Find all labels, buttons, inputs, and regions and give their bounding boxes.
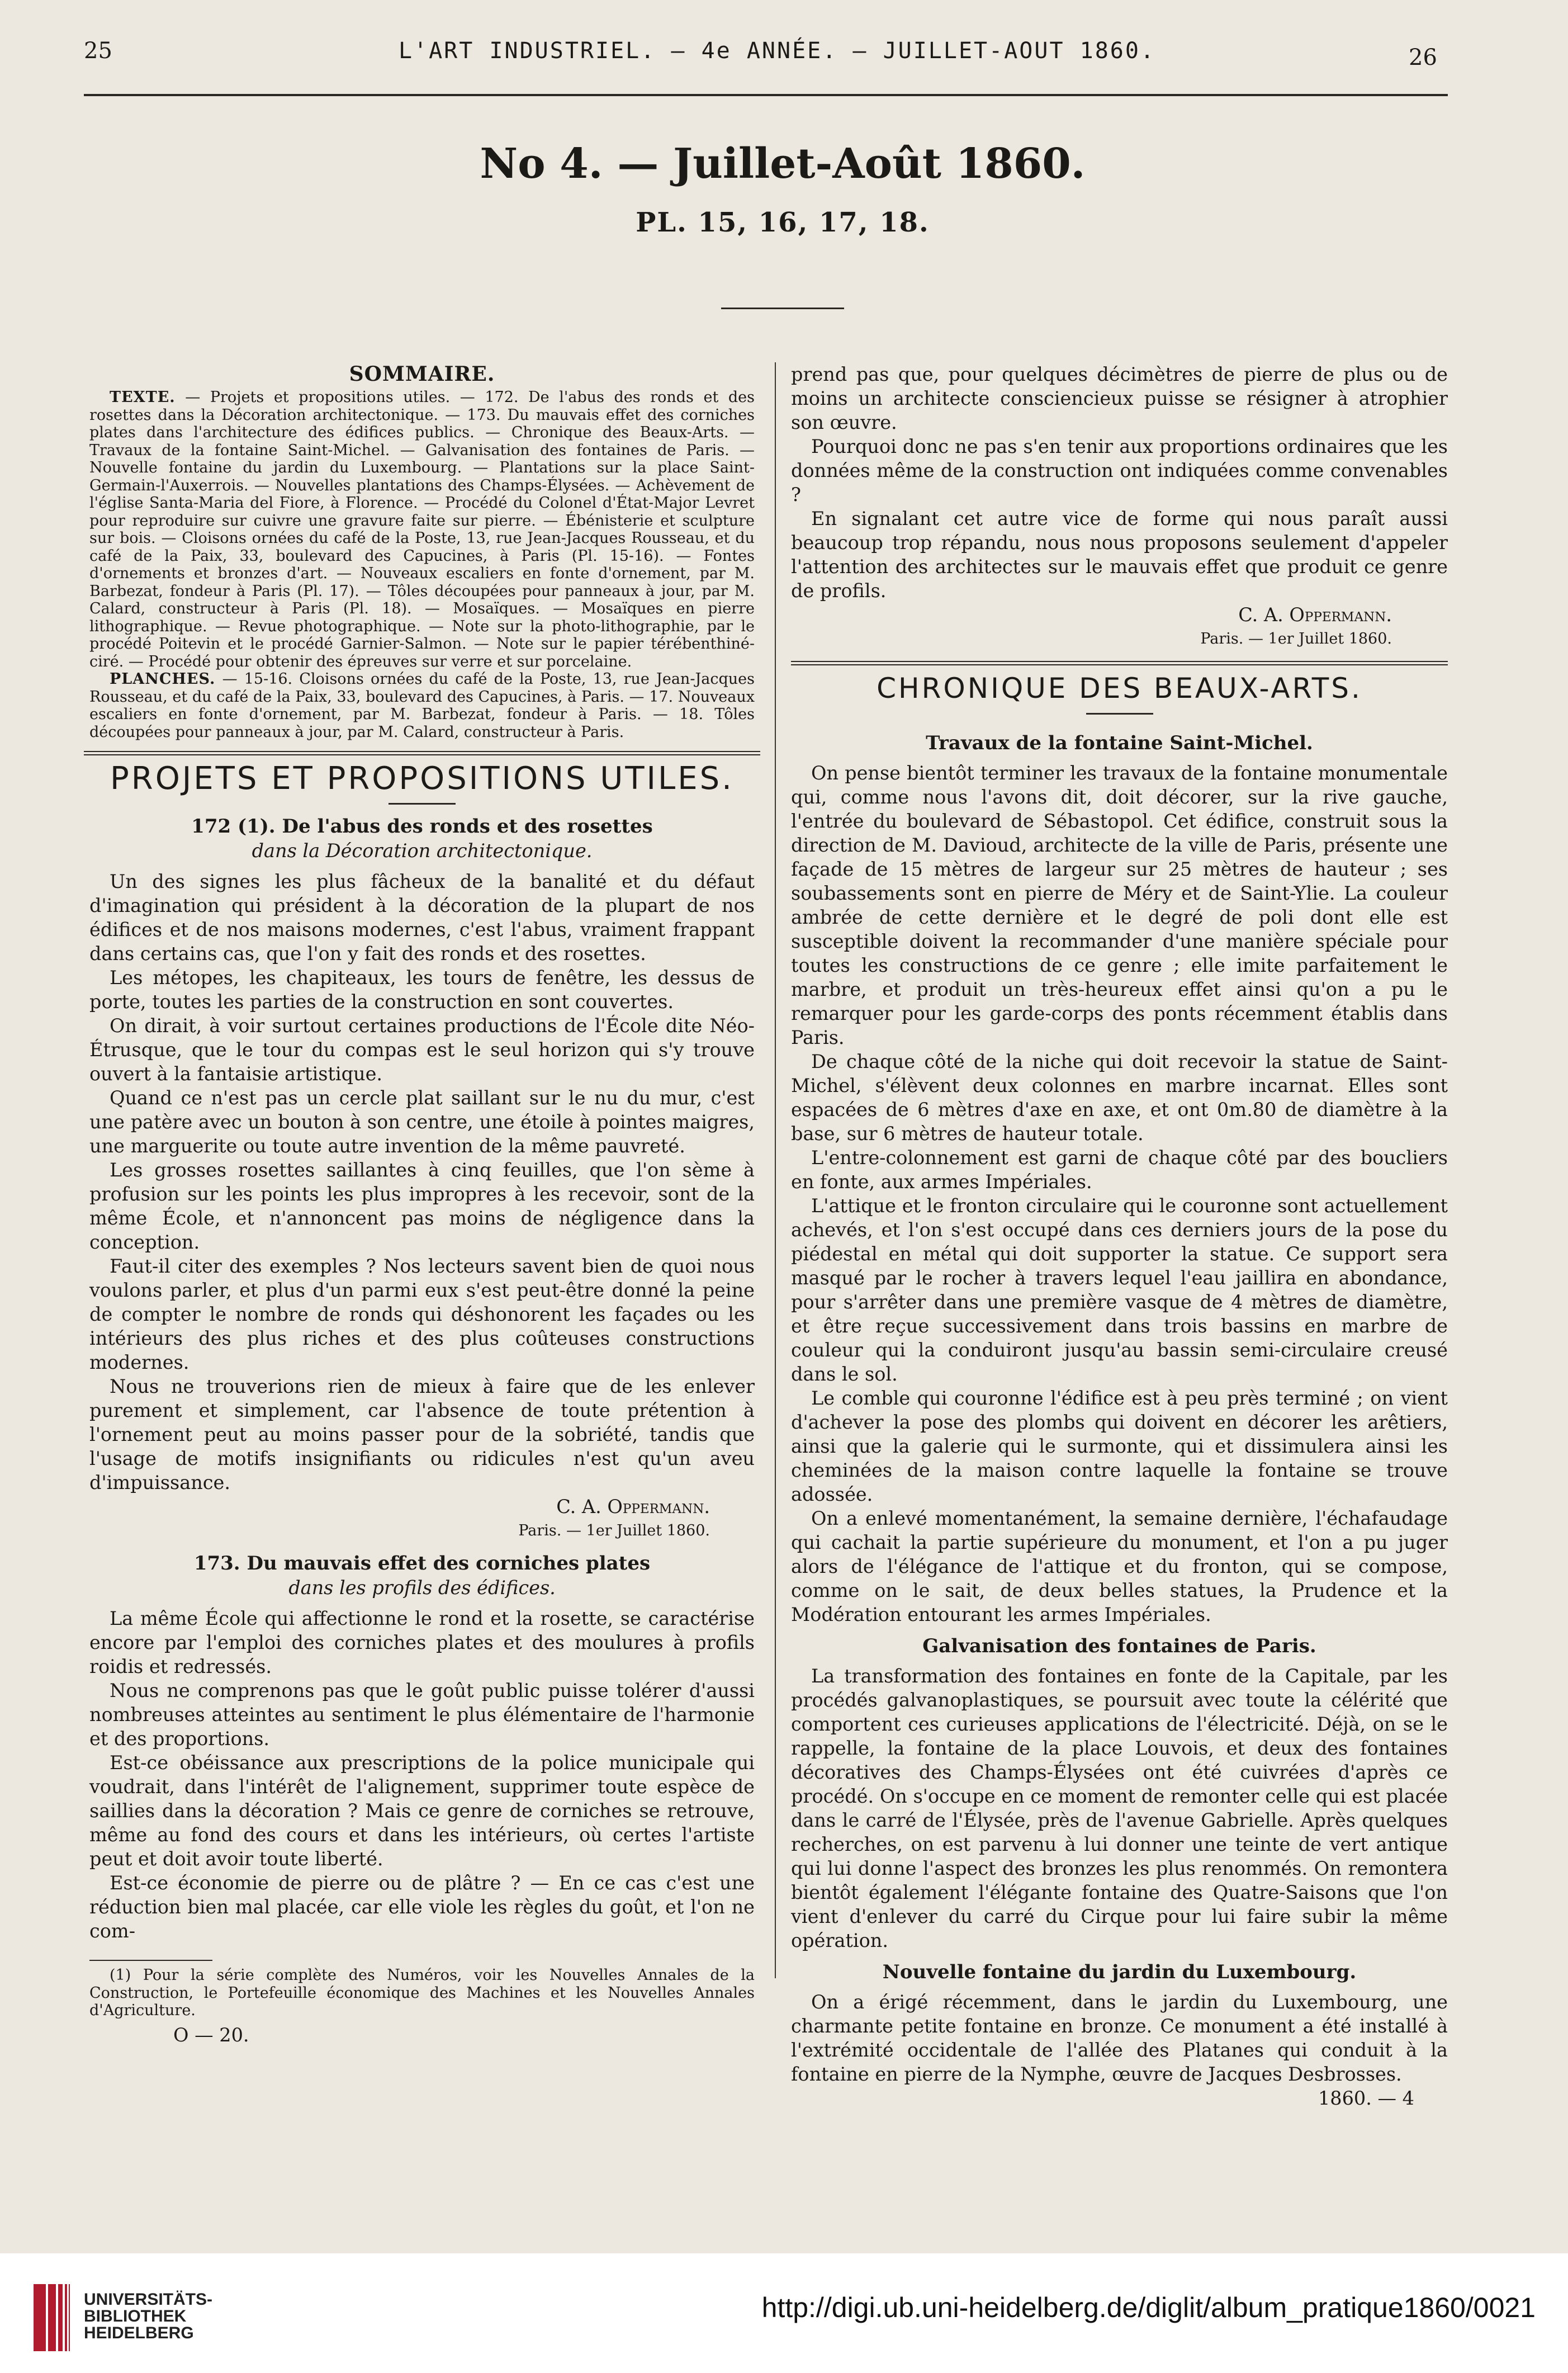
sommaire-planches-body: — 15-16. Cloisons ornées du café de la Poste, 13, rue Jean-Jacques Rousseau, et du café de la Paix, 33, boulevard des Capucines, à Paris. — 17. Nouveaux escaliers en fonte d'ornement, par M. Barbezat, fondeur à Paris. — 18. Tôles découpées pour panneaux à jour, par M. Calard, constructeur à Paris.	[89, 670, 755, 741]
footnote-rule	[89, 1960, 212, 1961]
university-logo-icon	[34, 2284, 73, 2351]
galvanisation-title: Galvanisation des fontaines de Paris.	[922, 1635, 1316, 1657]
a173-title: 173. Du mauvais effet des corniches plates	[193, 1552, 651, 1575]
running-title: L'ART INDUSTRIEL. — 4e ANNÉE. — JUILLET-AOUT 1860.	[398, 38, 1156, 64]
right-column	[791, 362, 1448, 2110]
column-divider	[775, 362, 776, 1978]
header-rule	[84, 94, 1448, 96]
st-michel-title: Travaux de la fontaine Saint-Michel.	[926, 732, 1313, 754]
chronique-double-rule	[791, 661, 1448, 665]
continuation-signature: C. A. Oppermann.	[1238, 604, 1392, 626]
st-michel-paragraph-4: L'attique et le fronton circulaire qui le couronne sont actuellement achevés, et l'on s'est occupé dans ces derniers jours de la pose du piédestal en métal qui doit supporter la statue. Ce support sera masqué par le rocher à travers lequel l'eau jaillira en abondance, pour s'arrêter dans une première vasque de 4 mètres de diamètre, et être reçue successivement dans trois bassins en marbre de couleur qui la conduiront jusqu'au bassin semi-circulaire creusé dans le sol.	[791, 1195, 1448, 1385]
st-michel-paragraph-5: Le comble qui couronne l'édifice est à peu près terminé ; on vient d'achever la pose des plombs qui doivent en décorer les arêtiers, ainsi que la galerie qui le surmonte, qui et dissimulera ainsi les cheminées de la maison contre laquelle la fontaine se trouve adossée.	[791, 1387, 1448, 1505]
a173-paragraph-4: Est-ce économie de pierre ou de plâtre ? — En ce cas c'est une réduction bien mal placée, car elle viole les règles du goût, et l'on ne com-	[89, 1872, 755, 1942]
a172-title: 172 (1). De l'abus des ronds et des rosettes	[191, 815, 653, 838]
luxembourg-paragraph-1: On a érigé récemment, dans le jardin du Luxembourg, une charmante petite fontaine en bronze. Ce monument a été installé à l'extrémité occidentale de l'allée des Platanes qui conduit à la fontaine en pierre de la Nymphe, œuvre de Jacques Desbrosses.	[791, 1991, 1448, 2085]
continuation-paragraph-3: En signalant cet autre vice de forme qui nous paraît aussi beaucoup trop répandu, nous nous proposons seulement d'appeler l'attention des architectes sur le mauvais effet que produit ce genre de profils.	[791, 508, 1448, 602]
a172-paragraph-3: On dirait, à voir surtout certaines productions de l'École dite Néo-Étrusque, que le tour du compas est le seul horizon qui s'y trouve ouvert à la fantaisie artistique.	[89, 1015, 755, 1085]
a172-paragraph-2: Les métopes, les chapiteaux, les tours de fenêtre, les dessus de porte, toutes les parties de la construction en sont couvertes.	[89, 967, 755, 1013]
signature-mark: O — 20.	[173, 2024, 249, 2046]
a172-date: Paris. — 1er Juillet 1860.	[518, 1522, 710, 1539]
a173-paragraph-3: Est-ce obéissance aux prescriptions de la police municipale qui voudrait, dans l'intérêt de l'alignement, supprimer toute espèce de saillies dans la décoration ? Mais ce genre de corniches se retrouve, même au fond des cours et dans les intérieurs, où certes l'artiste peut et doit avoir toute liberté.	[89, 1752, 755, 1870]
st-michel-paragraph-6: On a enlevé momentanément, la semaine dernière, l'échafaudage qui cachait la partie supérieure du monument, et l'on a pu juger alors de l'élégance de l'attique et du fronton, qui se compose, comme on le sait, de deux belles statues, la Prudence et la Modération entourant les armes Impériales.	[791, 1507, 1448, 1625]
st-michel-paragraph-1: On pense bientôt terminer les travaux de la fontaine monumentale qui, comme nous l'avons dit, doit décorer, sur la rive gauche, l'entrée du boulevard de Sébastopol. Cet édifice, construit sous la direction de M. Davioud, architecte de la ville de Paris, présente une façade de 15 mètres de largeur sur 25 mètres de hauteur ; ses soubassements sont en pierre de Méry et de Saint-Ylie. La couleur ambrée de cette dernière et le degré de poli dont elle est susceptible doivent la recommander d'une manière spéciale pour toutes les constructions de ce genre ; elle imite parfaitement le marbre, et produit un très-heureux effet ainsi qu'on a pu le remarquer pour les garde-corps des ponts récemment établis dans Paris.	[791, 762, 1448, 1048]
a173-paragraph-2: Nous ne comprenons pas que le goût public puisse tolérer d'aussi nombreuses atteintes au sentiment le plus élémentaire de l'harmonie et des proportions.	[89, 1680, 755, 1750]
a172-paragraph-5: Les grosses rosettes saillantes à cinq feuilles, que l'on sème à profusion sur les points les plus impropres à les recevoir, sont de la même École, et n'annoncent pas moins de négligence dans la conception.	[89, 1159, 755, 1253]
source-url-link[interactable]: http://digi.ub.uni-heidelberg.de/diglit/album_pratique1860/0021	[761, 2292, 1536, 2323]
st-michel-paragraph-2: De chaque côté de la niche qui doit recevoir la statue de Saint-Michel, s'élèvent deux colonnes en marbre incarnat. Elles sont espacées de 6 mètres d'axe en axe, et ont 0m.80 de diamètre à la base, sur 6 mètres de hauteur totale.	[791, 1051, 1448, 1145]
sommaire-heading: SOMMAIRE.	[349, 362, 495, 386]
sommaire-text-label: TEXTE.	[110, 389, 176, 406]
page-number-right: 26	[1409, 45, 1437, 70]
continuation-date: Paris. — 1er Juillet 1860.	[1200, 630, 1392, 647]
a172-subtitle: dans la Décoration architectonique.	[252, 840, 593, 862]
a172-paragraph-1: Un des signes les plus fâcheux de la banalité et du défaut d'imagination qui président à la décoration de la plupart de nos édifices et de nos maisons modernes, c'est l'abus, vraiment frappant dans certains cas, que l'on y fait des ronds et des rosettes.	[89, 871, 755, 965]
sommaire-planches-label: PLANCHES.	[110, 670, 216, 688]
st-michel-paragraph-3: L'entre-colonnement est garni de chaque côté par des boucliers en fonte, aux armes Impériales.	[791, 1147, 1448, 1193]
a172-paragraph-4: Quand ce n'est pas un cercle plat saillant sur le nu du mur, c'est une patère avec un bouton à son centre, une étoile à pointes maigres, une marguerite ou toute autre invention de la même pauvreté.	[89, 1087, 755, 1157]
title-rule	[721, 308, 844, 309]
luxembourg-title: Nouvelle fontaine du jardin du Luxembourg.	[882, 1961, 1357, 1983]
issue-plates: PL. 15, 16, 17, 18.	[636, 207, 930, 238]
sommaire-text-body: — Projets et propositions utiles. — 172. De l'abus des ronds et des rosettes dans la Décoration architectonique. — 173. Du mauvais effet des corniches plates dans l'architecture des édifices publics. — Chronique des Beaux-Arts. — Travaux de la fontaine Saint-Michel. — Galvanisation des fontaines de Paris. — Nouvelle fontaine du jardin du Luxembourg. — Plantations sur la place Saint-Germain-l'Auxerrois. — Nouvelles plantations des Champs-Élysées. — Achèvement de l'église Santa-Maria del Fiore, à Florence. — Procédé du Colonel d'État-Major Levret pour reproduire sur cuivre une gravure faite sur pierre. — Ébénisterie et sculpture sur bois. — Cloisons ornées du café de la Poste, 13, rue Jean-Jacques Rousseau, et du café de la Paix, 33, boulevard des Capucines, à Paris (Pl. 15-16). — Fontes d'ornements et bronzes d'art. — Nouveaux escaliers en fonte d'ornement, par M. Barbezat, fondeur à Paris (Pl. 17). — Tôles découpées pour panneaux à jour, par M. Calard, constructeur à Paris (Pl. 18). — Mosaïques. — Mosaïques en pierre lithographique. — Revue photographique. — Note sur la photo-lithographie, par le procédé Poitevin et le procédé Garnier-Salmon. — Note sur le papier térébenthiné-ciré. — Procédé pour obtenir des épreuves sur verre et sur porcelaine.	[89, 389, 755, 670]
page-mark: 1860. — 4	[1318, 2087, 1414, 2109]
page-number-left: 25	[84, 38, 112, 64]
library-name: UNIVERSITÄTS- BIBLIOTHEK HEIDELBERG	[84, 2290, 213, 2342]
section-double-rule	[84, 751, 760, 755]
projets-rule	[389, 803, 456, 805]
issue-title: No 4. — Juillet-Août 1860.	[480, 140, 1086, 188]
a172-paragraph-6: Faut-il citer des exemples ? Nos lecteurs savent bien de quoi nous voulons parler, et plus d'un parmi eux s'est peut-être donné la peine de compter le nombre de ronds qui déshonorent les façades ou les intérieurs des plus riches et des plus coûteuses constructions modernes.	[89, 1255, 755, 1373]
left-column	[89, 362, 755, 2047]
footnote: (1) Pour la série complète des Numéros, voir les Nouvelles Annales de la Construction, le Portefeuille économique des Machines et les Nouvelles Annales d'Agriculture.	[89, 1967, 755, 2019]
a173-subtitle: dans les profils des édifices.	[288, 1577, 556, 1599]
a172-paragraph-7: Nous ne trouverions rien de mieux à faire que de les enlever purement et simplement, car l'absence de toute prétention à l'ornement peut au moins passer pour de la sobriété, tandis que l'usage de motifs insignifiants ou ridicules n'est qu'un aveu d'impuissance.	[89, 1375, 755, 1493]
continuation-paragraph-1: prend pas que, pour quelques décimètres de pierre de plus ou de moins un architecte consciencieux puisse se résigner à atrophier son œuvre.	[791, 363, 1448, 433]
a173-paragraph-1: La même École qui affectionne le rond et la rosette, se caractérise encore par l'emploi des corniches plates et des moulures à profils roidis et redressés.	[89, 1608, 755, 1677]
galvanisation-paragraph-1: La transformation des fontaines en fonte de la Capitale, par les procédés galvanoplastiques, se poursuit avec toute la célérité que comportent ces curieuses applications de l'électricité. Déjà, on se le rappelle, la fontaine de la place Louvois, et deux des fontaines décoratives des Champs-Élysées ont été cuivrées d'après ce procédé. On s'occupe en ce moment de remonter celle qui est placée dans le carré de l'Élysée, près de l'avenue Gabrielle. Après quelques recherches, on est parvenu à lui donner une teinte de vert antique qui lui donne l'aspect des bronzes les plus renommés. On remontera bientôt également l'élégante fontaine des Quatre-Saisons que l'on vient d'enlever du carré du Cirque pour lui faire subir la même opération.	[791, 1665, 1448, 1951]
sommaire-planches	[89, 670, 755, 741]
projets-heading: PROJETS ET PROPOSITIONS UTILES.	[110, 760, 734, 797]
chronique-heading: CHRONIQUE DES BEAUX-ARTS.	[877, 672, 1362, 705]
continuation-paragraph-2: Pourquoi donc ne pas s'en tenir aux proportions ordinaires que les données même de la construction ont indiquées comme convenables ?	[791, 436, 1448, 505]
sommaire-text	[89, 389, 755, 670]
chronique-rule	[1086, 713, 1153, 715]
a172-signature: C. A. Oppermann.	[556, 1496, 710, 1518]
